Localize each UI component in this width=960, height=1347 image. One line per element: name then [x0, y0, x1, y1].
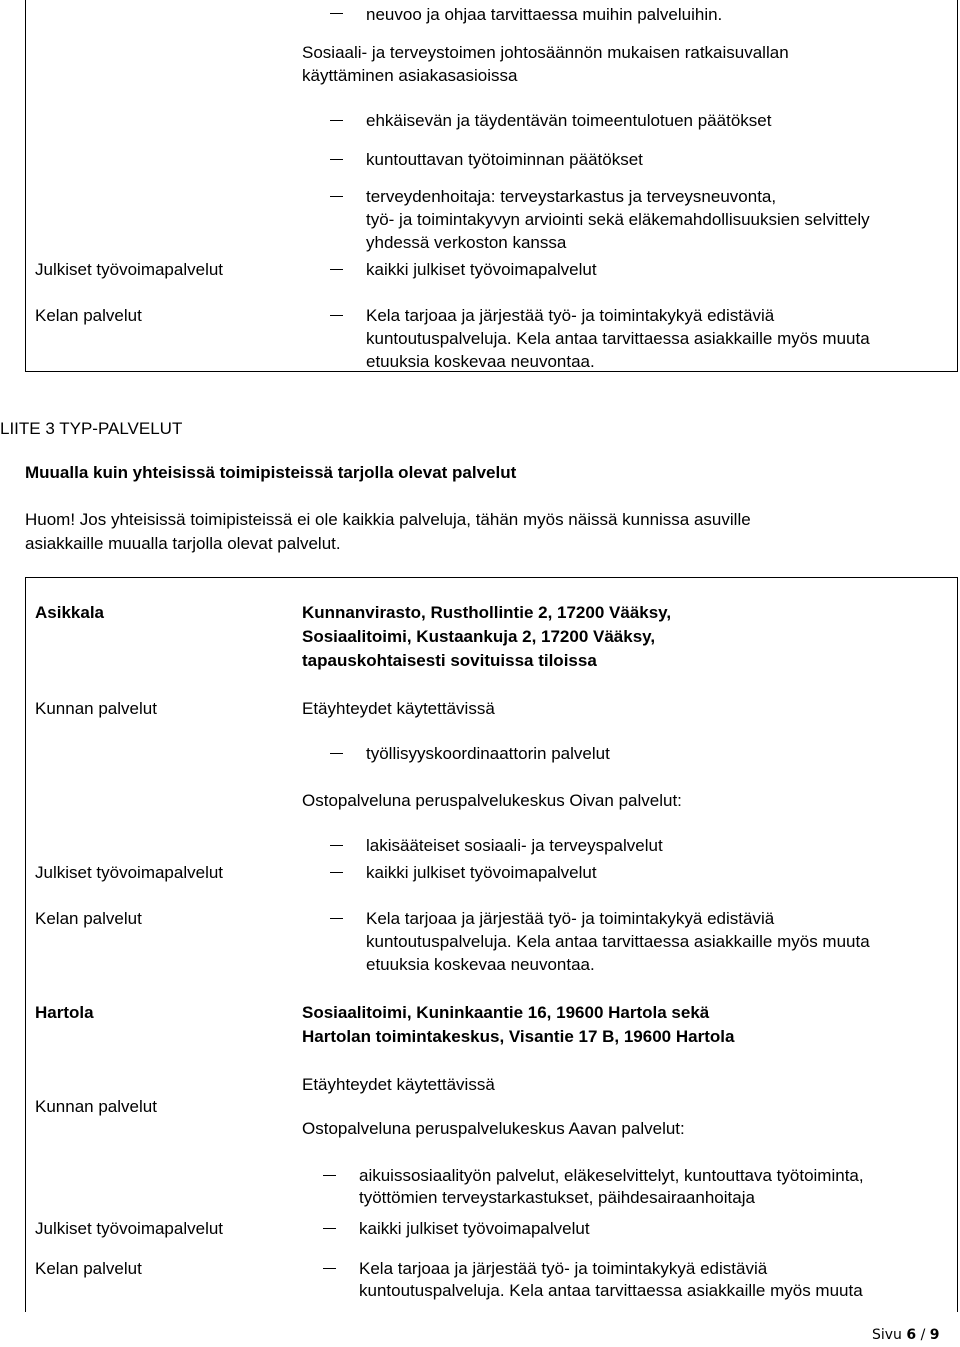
table2-left-border	[25, 577, 26, 1312]
list-item: Kela tarjoaa ja järjestää työ- ja toimintakykyä edistäviä	[366, 306, 775, 325]
section-subheading: Muualla kuin yhteisissä toimipisteissä tarjolla olevat palvelut	[25, 463, 517, 482]
bullet-dash	[330, 196, 343, 197]
ratkaisuvalta-text: käyttäminen asiakasasioissa	[302, 66, 518, 85]
bullet-dash	[330, 159, 343, 160]
table1-right-border	[957, 0, 958, 372]
bullet-dash	[330, 753, 343, 754]
location-text: Hartolan toimintakeskus, Visantie 17 B, 19600 Hartola	[302, 1027, 735, 1046]
row-label-julkiset: Julkiset työvoimapalvelut	[35, 863, 224, 882]
row-label-kunnan: Kunnan palvelut	[35, 1097, 157, 1116]
bullet-dash	[330, 269, 343, 270]
list-item: etuuksia koskevaa neuvontaa.	[366, 955, 595, 974]
location-text: Sosiaalitoimi, Kuninkaantie 16, 19600 Hartola sekä	[302, 1003, 710, 1022]
bullet-dash	[330, 872, 343, 873]
appendix-heading: LIITE 3 TYP-PALVELUT	[0, 419, 183, 438]
list-item: kuntoutuspalveluja. Kela antaa tarvittaessa asiakkaille myös muuta	[359, 1281, 863, 1300]
location-text: tapauskohtaisesti sovituissa tiloissa	[302, 651, 597, 670]
municipality-name: Asikkala	[35, 603, 104, 622]
row-label-julkiset: Julkiset työvoimapalvelut	[35, 1219, 224, 1238]
total-pages: 9	[929, 1327, 940, 1343]
table2-right-border	[957, 577, 958, 1312]
page-number	[872, 1324, 940, 1347]
row-label-kela: Kelan palvelut	[35, 306, 142, 325]
list-item: etuuksia koskevaa neuvontaa.	[366, 352, 595, 371]
list-item: Kela tarjoaa ja järjestää työ- ja toimintakykyä edistäviä	[366, 909, 775, 928]
page-separator: /	[920, 1327, 926, 1343]
list-item: kuntoutuspalveluja. Kela antaa tarvittaessa asiakkaille myös muuta	[366, 932, 870, 951]
list-item: kaikki julkiset työvoimapalvelut	[366, 863, 597, 882]
location-text: Sosiaalitoimi, Kustaankuja 2, 17200 Vääksy,	[302, 627, 656, 646]
list-item: kuntouttavan työtoiminnan päätökset	[366, 150, 643, 169]
service-text: Ostopalveluna peruspalvelukeskus Aavan palvelut:	[302, 1119, 685, 1138]
bullet-dash	[323, 1268, 336, 1269]
note-text: asiakkaille muualla tarjolla olevat palvelut.	[25, 534, 341, 553]
list-item: aikuissosiaalityön palvelut, eläkeselvittelyt, kuntouttava työtoiminta,	[359, 1166, 864, 1185]
list-item: kaikki julkiset työvoimapalvelut	[359, 1219, 590, 1238]
list-item: neuvoo ja ohjaa tarvittaessa muihin palveluihin.	[366, 5, 723, 24]
bullet-dash	[330, 315, 343, 316]
location-text: Kunnanvirasto, Rusthollintie 2, 17200 Vääksy,	[302, 603, 672, 622]
list-item: Kela tarjoaa ja järjestää työ- ja toimintakykyä edistäviä	[359, 1259, 768, 1278]
list-item: lakisääteiset sosiaali- ja terveyspalvelut	[366, 836, 663, 855]
service-text: Etäyhteydet käytettävissä	[302, 699, 495, 718]
bullet-dash	[330, 845, 343, 846]
table1-left-border	[25, 0, 26, 372]
bullet-dash	[330, 120, 343, 121]
list-item: terveydenhoitaja: terveystarkastus ja terveysneuvonta,	[366, 187, 777, 206]
page-label: Sivu	[872, 1327, 902, 1343]
list-item: työllisyyskoordinaattorin palvelut	[366, 744, 610, 763]
bullet-dash	[323, 1228, 336, 1229]
table2-top-border	[25, 577, 958, 578]
service-text: Etäyhteydet käytettävissä	[302, 1075, 495, 1094]
list-item: kuntoutuspalveluja. Kela antaa tarvittaessa asiakkaille myös muuta	[366, 329, 870, 348]
row-label-kela: Kelan palvelut	[35, 1259, 142, 1278]
list-item: ehkäisevän ja täydentävän toimeentulotuen päätökset	[366, 111, 772, 130]
bullet-dash	[330, 13, 343, 14]
note-text: Huom! Jos yhteisissä toimipisteissä ei ole kaikkia palveluja, tähän myös näissä kunnissa asuville	[25, 510, 751, 529]
municipality-name: Hartola	[35, 1003, 94, 1022]
row-label-julkiset: Julkiset työvoimapalvelut	[35, 260, 224, 279]
list-item: kaikki julkiset työvoimapalvelut	[366, 260, 597, 279]
current-page: 6	[906, 1327, 917, 1343]
list-item: työttömien terveystarkastukset, päihdesairaanhoitaja	[359, 1188, 755, 1207]
list-item: yhdessä verkoston kanssa	[366, 233, 567, 252]
row-label-kunnan: Kunnan palvelut	[35, 699, 157, 718]
ratkaisuvalta-text: Sosiaali- ja terveystoimen johtosäännön mukaisen ratkaisuvallan	[302, 43, 789, 62]
list-item: työ- ja toimintakyvyn arviointi sekä eläkemahdollisuuksien selvittely	[366, 210, 870, 229]
row-label-kela: Kelan palvelut	[35, 909, 142, 928]
service-text: Ostopalveluna peruspalvelukeskus Oivan palvelut:	[302, 791, 682, 810]
bullet-dash	[323, 1175, 336, 1176]
bullet-dash	[330, 918, 343, 919]
